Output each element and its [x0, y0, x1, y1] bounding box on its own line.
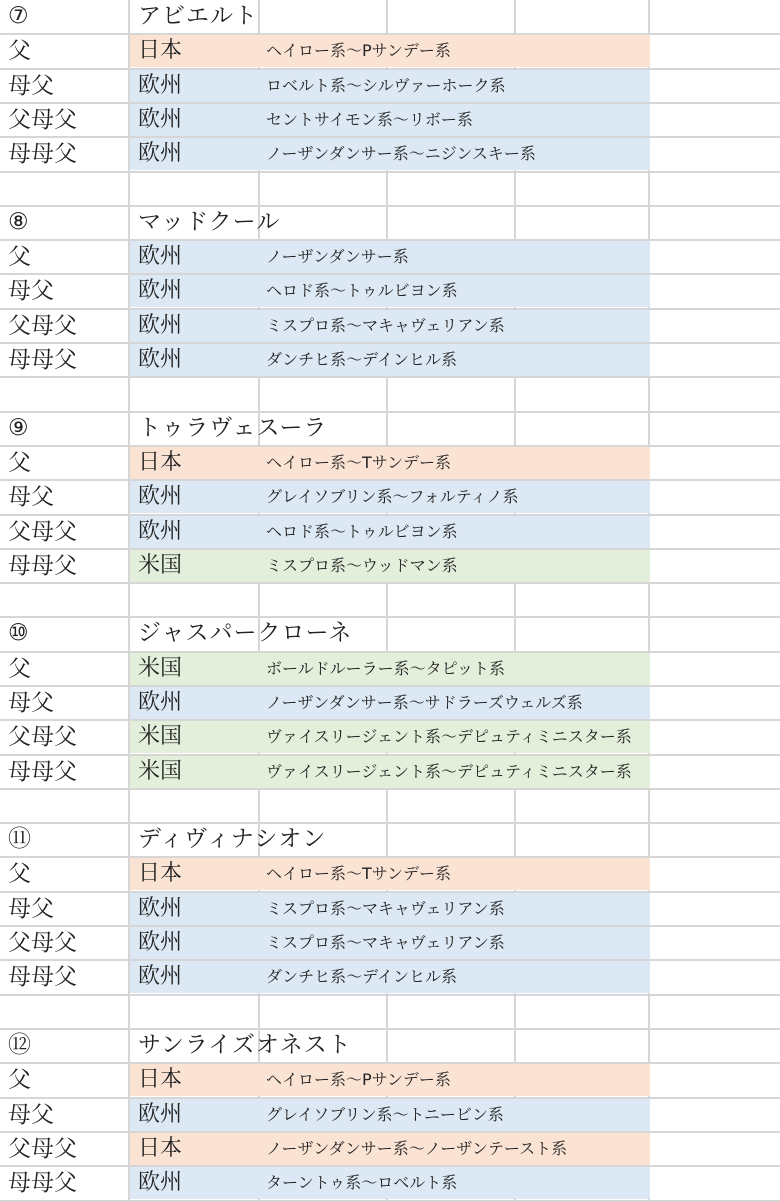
grid-column-line — [648, 0, 650, 1200]
region-label: 欧州 — [138, 896, 183, 921]
pedigree-role: 父 — [8, 244, 31, 270]
grid-row-line — [0, 994, 780, 996]
sire-line: ヘイロー系〜Pサンデー系 — [266, 41, 451, 60]
pedigree-role: 父母父 — [8, 1136, 77, 1162]
sire-line: ヘイロー系〜Pサンデー系 — [266, 1070, 451, 1089]
section-number: ⑧ — [8, 209, 29, 235]
horse-name: アビエルト — [138, 3, 258, 29]
sire-line: ダンチヒ系〜デインヒル系 — [266, 967, 458, 986]
pedigree-role: 父 — [8, 861, 31, 887]
grid-column-line — [514, 0, 516, 1200]
region-label: 欧州 — [138, 141, 183, 166]
grid-row-line — [0, 376, 780, 378]
sire-line: ミスプロ系〜マキャヴェリアン系 — [266, 899, 505, 918]
pedigree-role: 母父 — [8, 484, 54, 510]
pedigree-role: 父母父 — [8, 930, 77, 956]
region-label: 欧州 — [138, 964, 183, 989]
region-label: 日本 — [138, 1067, 183, 1092]
horse-name: マッドクール — [138, 209, 281, 235]
region-label: 欧州 — [138, 484, 183, 509]
section-number: ⑦ — [8, 3, 29, 29]
pedigree-role: 父母父 — [8, 107, 77, 133]
region-label: 欧州 — [138, 244, 183, 269]
pedigree-role: 父母父 — [8, 313, 77, 339]
grid-row-line — [0, 822, 780, 824]
sire-line: ミスプロ系〜ウッドマン系 — [266, 556, 458, 575]
sire-line: ダンチヒ系〜デインヒル系 — [266, 350, 458, 369]
region-label: 欧州 — [138, 313, 183, 338]
pedigree-role: 父 — [8, 656, 31, 682]
sire-line: ボールドルーラー系〜タピット系 — [266, 659, 506, 678]
region-label: 米国 — [138, 553, 183, 578]
sire-line: ヴァイスリージェント系〜デピュティミニスター系 — [266, 762, 632, 781]
section-number: ⑫ — [8, 1032, 31, 1058]
pedigree-role: 母母父 — [8, 553, 77, 579]
region-label: 欧州 — [138, 930, 183, 955]
sire-line: ヴァイスリージェント系〜デピュティミニスター系 — [266, 727, 632, 746]
region-label: 欧州 — [138, 278, 183, 303]
region-label: 日本 — [138, 38, 183, 63]
region-label: 米国 — [138, 724, 183, 749]
pedigree-role: 母母父 — [8, 347, 77, 373]
pedigree-role: 母父 — [8, 896, 54, 922]
pedigree-role: 父 — [8, 450, 31, 476]
horse-name: サンライズオネスト — [138, 1032, 352, 1058]
grid-column-line — [258, 0, 260, 1200]
region-label: 欧州 — [138, 1170, 183, 1195]
region-label: 日本 — [138, 450, 183, 475]
pedigree-role: 母父 — [8, 690, 54, 716]
region-label: 日本 — [138, 1136, 183, 1161]
region-label: 欧州 — [138, 347, 183, 372]
region-label: 米国 — [138, 759, 183, 784]
horse-name: トゥラヴェスーラ — [138, 415, 328, 441]
sire-line: ノーザンダンサー系〜ノーザンテースト系 — [266, 1139, 568, 1158]
pedigree-role: 母父 — [8, 73, 54, 99]
sire-line: ヘロド系〜トゥルビヨン系 — [266, 281, 458, 300]
region-label: 欧州 — [138, 107, 183, 132]
grid-column-line — [128, 0, 130, 1200]
pedigree-role: 母父 — [8, 278, 54, 304]
pedigree-role: 父母父 — [8, 724, 77, 750]
sire-line: ヘロド系〜トゥルビヨン系 — [266, 522, 458, 541]
pedigree-role: 父 — [8, 38, 31, 64]
region-label: 日本 — [138, 861, 183, 886]
region-label: 欧州 — [138, 690, 183, 715]
sire-line: グレイソブリン系〜トニービン系 — [266, 1105, 504, 1124]
sire-line: グレイソブリン系〜フォルティノ系 — [266, 487, 519, 506]
region-label: 欧州 — [138, 519, 183, 544]
grid-row-line — [0, 411, 780, 413]
pedigree-role: 父母父 — [8, 519, 77, 545]
sire-line: ロベルト系〜シルヴァーホーク系 — [266, 76, 506, 95]
pedigree-role: 母母父 — [8, 1170, 77, 1196]
sire-line: ヘイロー系〜Tサンデー系 — [266, 864, 451, 883]
region-label: 欧州 — [138, 73, 183, 98]
sire-line: セントサイモン系〜リボー系 — [266, 110, 473, 129]
sire-line: ミスプロ系〜マキャヴェリアン系 — [266, 933, 505, 952]
sire-line: ヘイロー系〜Tサンデー系 — [266, 453, 451, 472]
pedigree-role: 母母父 — [8, 759, 77, 785]
horse-name: ジャスパークローネ — [138, 620, 353, 646]
grid-row-line — [0, 616, 780, 618]
pedigree-role: 父 — [8, 1067, 31, 1093]
grid-row-line — [0, 171, 780, 173]
section-number: ⑨ — [8, 415, 29, 441]
grid-row-line — [0, 1028, 780, 1030]
region-label: 米国 — [138, 656, 183, 681]
sire-line: ノーザンダンサー系〜サドラーズウェルズ系 — [266, 693, 583, 712]
pedigree-role: 母父 — [8, 1102, 54, 1128]
section-number: ⑩ — [8, 620, 29, 646]
sire-line: ノーザンダンサー系 — [266, 247, 409, 266]
grid-row-line — [0, 205, 780, 207]
pedigree-role: 母母父 — [8, 964, 77, 990]
horse-name: ディヴィナシオン — [138, 826, 327, 852]
sire-line: ノーザンダンサー系〜ニジンスキー系 — [266, 144, 536, 163]
sire-line: ターントゥ系〜ロベルト系 — [266, 1173, 458, 1192]
section-number: ⑪ — [8, 826, 31, 852]
grid-row-line — [0, 788, 780, 790]
grid-row-line — [0, 582, 780, 584]
pedigree-role: 母母父 — [8, 141, 77, 167]
sire-line: ミスプロ系〜マキャヴェリアン系 — [266, 316, 505, 335]
region-label: 欧州 — [138, 1102, 183, 1127]
grid-column-line — [386, 0, 388, 1200]
